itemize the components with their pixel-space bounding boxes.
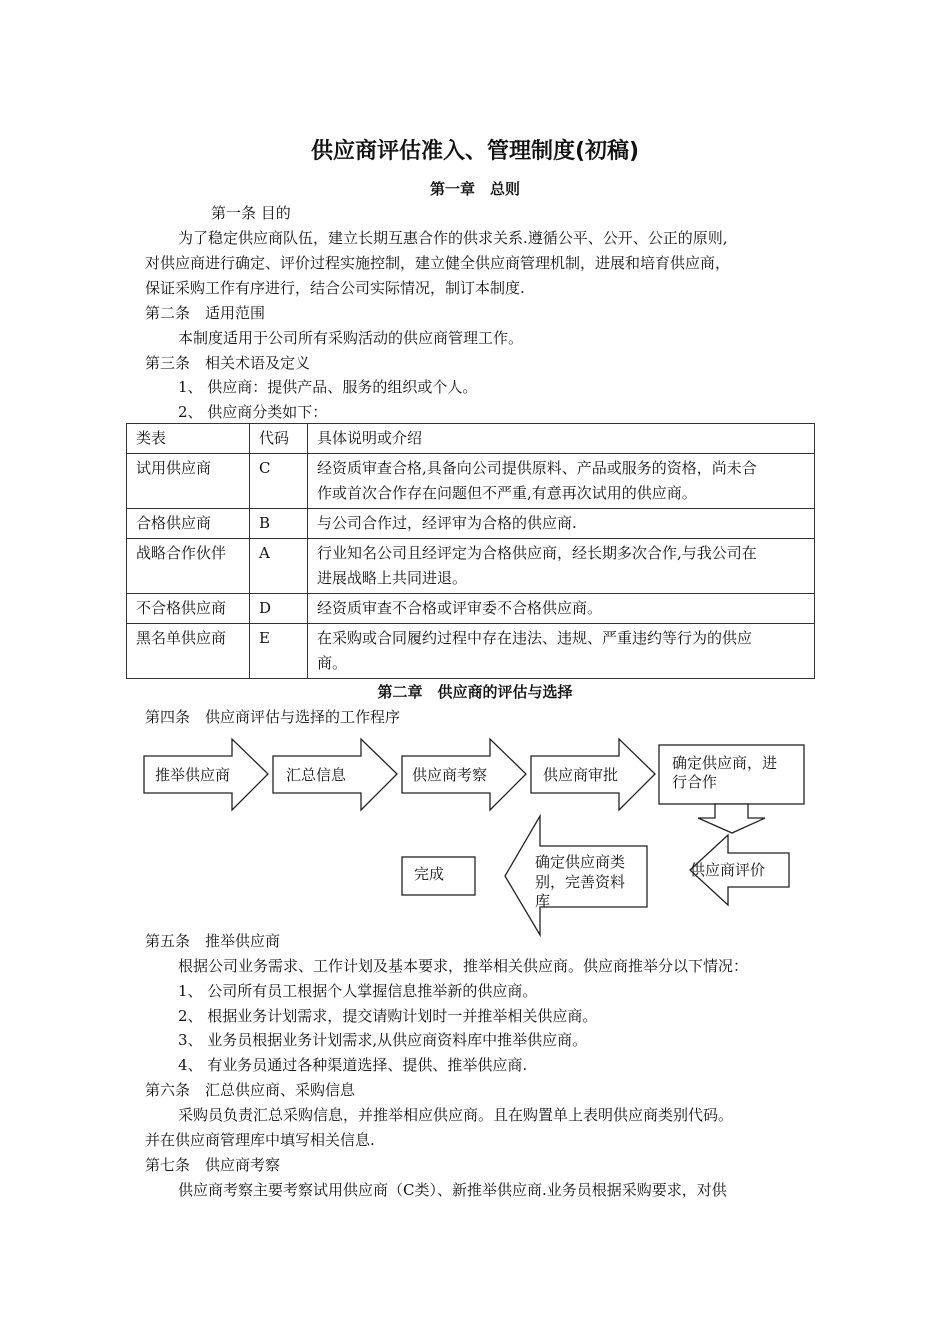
article-6-line-2: 并在供应商管理库中填写相关信息. bbox=[145, 1131, 375, 1149]
flow-label-step3: 供应商考察 bbox=[412, 766, 488, 784]
table-cell-desc-line: 与公司合作过，经评审为合格的供应商. bbox=[317, 514, 577, 532]
flow-label-step7-line1: 确定供应商类 bbox=[535, 853, 626, 871]
table-cell-desc-line: 经资质审查合格,具备向公司提供原料、产品或服务的资格，尚未合 bbox=[317, 459, 757, 477]
article-5-item-4: 4、 有业务员通过各种渠道选择、提供、推举供应商. bbox=[178, 1056, 528, 1074]
flow-label-step6: 供应商评价 bbox=[690, 861, 766, 879]
article-6-line-1: 采购员负责汇总采购信息，并推举相应供应商。且在购置单上表明供应商类别代码。 bbox=[178, 1106, 734, 1124]
table-header-desc: 具体说明或介绍 bbox=[308, 424, 815, 454]
flow-label-step7-line3: 库 bbox=[535, 892, 551, 910]
flow-label-step8: 完成 bbox=[414, 865, 445, 883]
article-1-line-2: 对供应商进行确定、评价过程实施控制，建立健全供应商管理机制，进展和培育供应商， bbox=[145, 254, 731, 272]
article-5-intro: 根据公司业务需求、工作计划及基本要求，推举相关供应商。供应商推举分以下情况： bbox=[178, 957, 749, 975]
chapter-1-heading: 第一章 总则 bbox=[429, 180, 520, 198]
chapter-2-heading: 第二章 供应商的评估与选择 bbox=[377, 683, 573, 701]
table-cell-code: E bbox=[250, 624, 308, 679]
table-cell-type: 黑名单供应商 bbox=[127, 624, 250, 679]
table-header-type: 类表 bbox=[127, 424, 250, 454]
article-5-item-2: 2、 根据业务计划需求，提交请购计划时一并推举相关供应商。 bbox=[178, 1007, 598, 1025]
article-4-heading: 第四条 供应商评估与选择的工作程序 bbox=[145, 708, 401, 726]
article-2-heading: 第二条 适用范围 bbox=[145, 304, 266, 322]
table-cell-desc-line: 商。 bbox=[317, 654, 348, 672]
article-7-heading: 第七条 供应商考察 bbox=[145, 1156, 281, 1174]
table-cell-type: 合格供应商 bbox=[127, 509, 250, 539]
article-1-line-1: 为了稳定供应商队伍，建立长期互惠合作的供求关系.遵循公平、公开、公正的原则, bbox=[178, 229, 728, 247]
flow-label-step5-line2: 行合作 bbox=[672, 773, 718, 791]
table-cell-code: B bbox=[250, 509, 308, 539]
flow-down-arrow bbox=[698, 804, 765, 833]
table-cell-code: A bbox=[250, 539, 308, 594]
table-cell-type: 试用供应商 bbox=[127, 454, 250, 509]
article-3-item-2: 2、 供应商分类如下： bbox=[178, 403, 328, 421]
flow-label-step5-line1: 确定供应商，进 bbox=[672, 754, 778, 772]
table-cell-code: C bbox=[250, 454, 308, 509]
table-header-code: 代码 bbox=[250, 424, 308, 454]
table-cell-type: 不合格供应商 bbox=[127, 594, 250, 624]
article-5-item-1: 1、 公司所有员工根据个人掌握信息推举新的供应商。 bbox=[178, 982, 538, 1000]
article-7-text: 供应商考察主要考察试用供应商（C类）、新推举供应商.业务员根据采购要求，对供 bbox=[178, 1181, 727, 1199]
article-5-heading: 第五条 推举供应商 bbox=[145, 932, 281, 950]
table-cell-desc-line: 作或首次合作存在问题但不严重,有意再次试用的供应商。 bbox=[317, 484, 697, 502]
article-1-line-3: 保证采购工作有序进行，结合公司实际情况，制订本制度. bbox=[145, 279, 525, 297]
table-cell-desc-line: 经资质审查不合格或评审委不合格供应商。 bbox=[317, 599, 603, 617]
flow-label-step7-line2: 别，完善资料 bbox=[535, 873, 626, 891]
article-3-heading: 第三条 相关术语及定义 bbox=[145, 354, 311, 372]
article-2-text: 本制度适用于公司所有采购活动的供应商管理工作。 bbox=[178, 329, 524, 347]
flow-label-step4: 供应商审批 bbox=[543, 766, 619, 784]
article-3-item-1: 1、 供应商：提供产品、服务的组织或个人。 bbox=[178, 378, 478, 396]
table-cell-type: 战略合作伙伴 bbox=[127, 539, 250, 594]
flow-label-step2: 汇总信息 bbox=[286, 766, 347, 784]
document-title: 供应商评估准入、管理制度(初稿) bbox=[310, 139, 640, 164]
article-6-heading: 第六条 汇总供应商、采购信息 bbox=[145, 1081, 356, 1099]
article-1-heading: 第一条 目的 bbox=[211, 204, 291, 222]
table-cell-desc-line: 进展战略上共同进退。 bbox=[317, 569, 468, 587]
table-cell-desc-line: 行业知名公司且经评定为合格供应商，经长期多次合作,与我公司在 bbox=[317, 544, 757, 562]
table-cell-code: D bbox=[250, 594, 308, 624]
table-cell-desc-line: 在采购或合同履约过程中存在违法、违规、严重违约等行为的供应 bbox=[317, 629, 753, 647]
flow-label-step1: 推举供应商 bbox=[155, 766, 231, 784]
article-5-item-3: 3、 业务员根据业务计划需求,从供应商资料库中推举供应商。 bbox=[178, 1031, 588, 1049]
